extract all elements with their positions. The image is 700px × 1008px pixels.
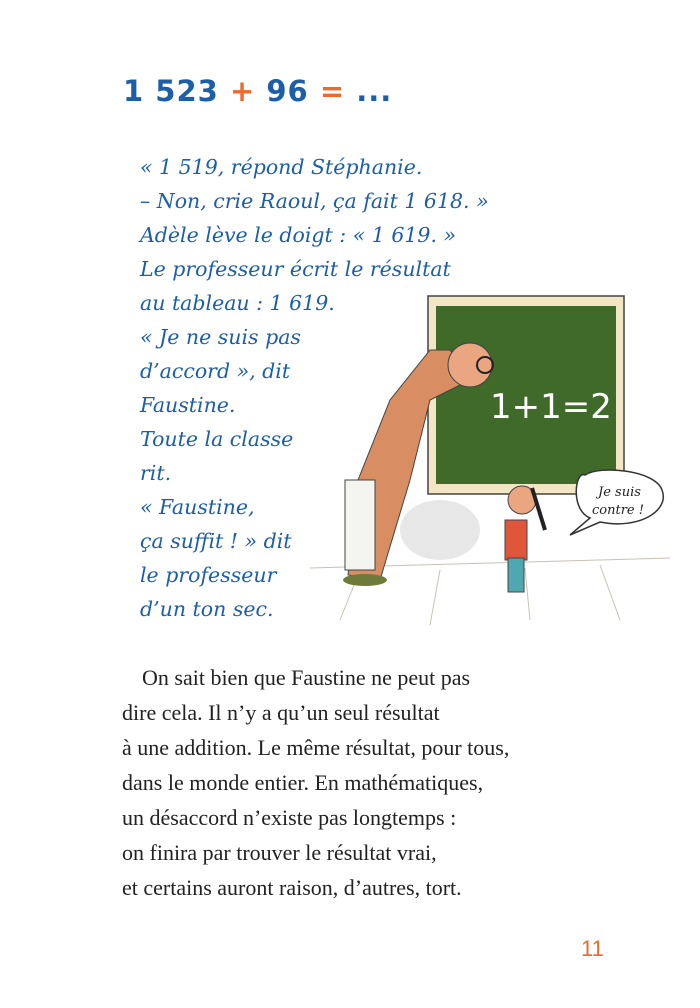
bubble-text-line2: contre ! — [592, 503, 644, 518]
operand-left: 1 523 — [123, 74, 219, 108]
poem-line: au tableau : 1 619. — [140, 291, 335, 315]
equation-heading — [123, 74, 392, 108]
body-paragraph — [122, 660, 509, 905]
body-line: à une addition. Le même résultat, pour tous, — [122, 735, 510, 760]
body-line: dans le monde entier. En mathématiques, — [122, 770, 484, 795]
poem-line: rit. — [140, 461, 172, 485]
body-line: un désaccord n’existe pas longtemps : — [122, 805, 457, 830]
poem-line: Faustine. — [140, 393, 236, 417]
poem-line: « 1 519, répond Stéphanie. — [140, 155, 423, 179]
poem-line: d’accord », dit — [140, 359, 291, 383]
poem-line: – Non, crie Raoul, ça fait 1 618. » — [140, 189, 489, 213]
operand-right: 96 — [266, 74, 309, 108]
board-equation: 1+1=2 — [490, 387, 612, 427]
body-line: dire cela. Il n’y a qu’un seul résultat — [122, 700, 440, 725]
student-figure — [505, 486, 545, 592]
poem-line: Adèle lève le doigt : « 1 619. » — [140, 223, 457, 247]
poem-line: le professeur — [140, 563, 277, 587]
speech-bubble — [570, 470, 663, 535]
poem-line: « Faustine, — [140, 495, 255, 519]
poem-line: Toute la classe — [140, 427, 294, 451]
shadow — [400, 500, 480, 560]
bubble-text-line1: Je suis — [598, 485, 641, 500]
page-number: 11 — [581, 936, 604, 961]
body-line: On sait bien que Faustine ne peut pas — [142, 665, 471, 690]
poem-line: Le professeur écrit le résultat — [140, 257, 451, 281]
result-ellipsis: ... — [356, 74, 393, 108]
body-line: on finira par trouver le résultat vrai, — [122, 840, 437, 865]
classroom-illustration — [300, 290, 680, 630]
equals-sign: = — [319, 74, 346, 108]
poem-line: d’un ton sec. — [140, 597, 274, 621]
body-line: et certains auront raison, d’autres, tort. — [122, 875, 462, 900]
poem-line: « Je ne suis pas — [140, 325, 301, 349]
poem-line: ça suffit ! » dit — [140, 529, 292, 553]
plus-sign: + — [229, 74, 256, 108]
